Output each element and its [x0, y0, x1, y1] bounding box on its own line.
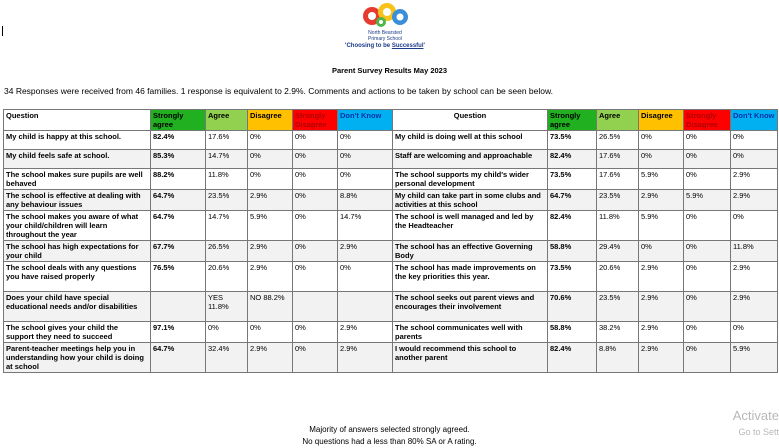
- disagree-cell: 0%: [639, 150, 684, 169]
- question-cell: The school has made improvements on the key priorities this year.: [393, 262, 548, 292]
- activate-watermark-settings: Go to Sett: [738, 427, 779, 437]
- header-disagree: Disagree: [248, 110, 293, 131]
- question-cell: My child is doing well at this school: [393, 131, 548, 150]
- agree-cell: 17.6%: [206, 131, 248, 150]
- agree-cell: 26.5%: [597, 131, 639, 150]
- agree-cell: 11.8%: [597, 211, 639, 241]
- school-name: [330, 30, 440, 42]
- table-row: [4, 322, 778, 343]
- intro-text: 34 Responses were received from 46 families. 1 response is equivalent to 2.9%. Comments and actions to be taken by school can be seen below.: [4, 86, 554, 96]
- motto-highlight: Successful: [391, 43, 424, 49]
- dont-know-cell: 2.9%: [731, 190, 778, 211]
- strongly-agree-cell: 73.5%: [548, 262, 597, 292]
- agree-cell: 14.7%: [206, 150, 248, 169]
- strongly-disagree-cell: 0%: [293, 211, 338, 241]
- agree-cell: 29.4%: [597, 241, 639, 262]
- question-cell: My child feels safe at school.: [4, 150, 151, 169]
- disagree-cell: 2.9%: [248, 241, 293, 262]
- agree-cell: YES 11.8%: [206, 292, 248, 322]
- dont-know-cell: [338, 292, 393, 322]
- agree-cell: 23.5%: [206, 190, 248, 211]
- question-cell: The school seeks out parent views and encourages their involvement: [393, 292, 548, 322]
- footer-line1: Majority of answers selected strongly agreed.: [309, 425, 470, 434]
- strongly-disagree-cell: 0%: [293, 322, 338, 343]
- question-cell: Does your child have special educational needs and/or disabilities: [4, 292, 151, 322]
- header-strongly-agree: Strongly agree: [151, 110, 206, 131]
- disagree-cell: 5.9%: [639, 211, 684, 241]
- strongly-agree-cell: 70.6%: [548, 292, 597, 322]
- agree-cell: 23.5%: [597, 292, 639, 322]
- disagree-cell: 2.9%: [639, 190, 684, 211]
- agree-cell: 14.7%: [206, 211, 248, 241]
- disagree-cell: 2.9%: [639, 292, 684, 322]
- agree-cell: 38.2%: [597, 322, 639, 343]
- dont-know-cell: 2.9%: [338, 241, 393, 262]
- header-agree: Agree: [206, 110, 248, 131]
- strongly-agree-cell: 64.7%: [548, 190, 597, 211]
- disagree-cell: 2.9%: [248, 190, 293, 211]
- strongly-disagree-cell: 0%: [684, 292, 731, 322]
- text-cursor: [2, 26, 3, 36]
- header-question: Question: [393, 110, 548, 131]
- strongly-disagree-cell: 0%: [684, 150, 731, 169]
- page-title: Parent Survey Results May 2023: [331, 66, 448, 75]
- dont-know-cell: 0%: [338, 262, 393, 292]
- agree-cell: 8.8%: [597, 343, 639, 373]
- strongly-disagree-cell: 0%: [684, 241, 731, 262]
- table-row: [4, 131, 778, 150]
- dont-know-cell: 0%: [338, 131, 393, 150]
- school-logo: [330, 2, 440, 60]
- dont-know-cell: 2.9%: [338, 343, 393, 373]
- dont-know-cell: 0%: [731, 322, 778, 343]
- table-row: [4, 262, 778, 292]
- strongly-agree-cell: 64.7%: [151, 190, 206, 211]
- motto-prefix: 'Choosing to be: [345, 43, 392, 49]
- agree-cell: 0%: [206, 322, 248, 343]
- dont-know-cell: 0%: [338, 169, 393, 190]
- question-cell: Parent-teacher meetings help you in understanding how your child is doing at school: [4, 343, 151, 373]
- strongly-disagree-cell: 0%: [293, 131, 338, 150]
- table-row: [4, 211, 778, 241]
- header-disagree: Disagree: [639, 110, 684, 131]
- disagree-cell: 0%: [248, 150, 293, 169]
- strongly-agree-cell: 58.8%: [548, 241, 597, 262]
- disagree-cell: 0%: [639, 131, 684, 150]
- header-strongly-disagree: Strongly Disagree: [293, 110, 338, 131]
- question-cell: The school has high expectations for your child: [4, 241, 151, 262]
- agree-cell: 11.8%: [206, 169, 248, 190]
- agree-cell: 17.6%: [597, 169, 639, 190]
- dont-know-cell: 2.9%: [731, 292, 778, 322]
- question-cell: The school is well managed and led by the Headteacher: [393, 211, 548, 241]
- strongly-disagree-cell: 0%: [684, 322, 731, 343]
- strongly-disagree-cell: 0%: [293, 169, 338, 190]
- strongly-disagree-cell: 0%: [293, 262, 338, 292]
- strongly-agree-cell: [151, 292, 206, 322]
- strongly-disagree-cell: 0%: [684, 169, 731, 190]
- strongly-agree-cell: 73.5%: [548, 169, 597, 190]
- school-motto: [330, 43, 440, 49]
- strongly-disagree-cell: 5.9%: [684, 190, 731, 211]
- question-cell: My child can take part in some clubs and activities at this school: [393, 190, 548, 211]
- disagree-cell: 0%: [248, 169, 293, 190]
- disagree-cell: 2.9%: [639, 322, 684, 343]
- table-row: [4, 241, 778, 262]
- strongly-disagree-cell: 0%: [293, 343, 338, 373]
- disagree-cell: 2.9%: [248, 343, 293, 373]
- agree-cell: 20.6%: [206, 262, 248, 292]
- agree-cell: 26.5%: [206, 241, 248, 262]
- header-agree: Agree: [597, 110, 639, 131]
- strongly-agree-cell: 82.4%: [548, 150, 597, 169]
- school-name-line1: North Bearsted: [368, 30, 402, 36]
- table-row: [4, 343, 778, 373]
- strongly-disagree-cell: 0%: [684, 131, 731, 150]
- disagree-cell: 2.9%: [639, 262, 684, 292]
- strongly-agree-cell: 67.7%: [151, 241, 206, 262]
- agree-cell: 32.4%: [206, 343, 248, 373]
- dont-know-cell: 14.7%: [338, 211, 393, 241]
- question-cell: The school is effective at dealing with any behaviour issues: [4, 190, 151, 211]
- disagree-cell: 0%: [639, 241, 684, 262]
- gears-logo-icon: [357, 2, 413, 28]
- question-cell: The school gives your child the support they need to succeed: [4, 322, 151, 343]
- dont-know-cell: 2.9%: [338, 322, 393, 343]
- disagree-cell: 5.9%: [248, 211, 293, 241]
- dont-know-cell: 2.9%: [731, 262, 778, 292]
- question-cell: Staff are welcoming and approachable: [393, 150, 548, 169]
- strongly-agree-cell: 97.1%: [151, 322, 206, 343]
- dont-know-cell: 5.9%: [731, 343, 778, 373]
- dont-know-cell: 11.8%: [731, 241, 778, 262]
- strongly-agree-cell: 64.7%: [151, 343, 206, 373]
- header-question: Question: [4, 110, 151, 131]
- strongly-agree-cell: 64.7%: [151, 211, 206, 241]
- disagree-cell: 0%: [248, 131, 293, 150]
- agree-cell: 17.6%: [597, 150, 639, 169]
- survey-results-table: [3, 109, 778, 373]
- strongly-agree-cell: 82.4%: [548, 211, 597, 241]
- strongly-agree-cell: 82.4%: [151, 131, 206, 150]
- dont-know-cell: 0%: [338, 150, 393, 169]
- question-cell: My child is happy at this school.: [4, 131, 151, 150]
- strongly-disagree-cell: 0%: [684, 262, 731, 292]
- dont-know-cell: 8.8%: [338, 190, 393, 211]
- question-cell: The school makes sure pupils are well behaved: [4, 169, 151, 190]
- question-cell: The school makes you aware of what your child/children will learn throughout the year: [4, 211, 151, 241]
- motto-suffix: ': [423, 43, 425, 49]
- disagree-cell: 0%: [248, 322, 293, 343]
- strongly-agree-cell: 73.5%: [548, 131, 597, 150]
- question-cell: I would recommend this school to another parent: [393, 343, 548, 373]
- strongly-agree-cell: 76.5%: [151, 262, 206, 292]
- question-cell: The school deals with any questions you have raised properly: [4, 262, 151, 292]
- strongly-agree-cell: 82.4%: [548, 343, 597, 373]
- strongly-agree-cell: 58.8%: [548, 322, 597, 343]
- strongly-agree-cell: 88.2%: [151, 169, 206, 190]
- header-strongly-agree: Strongly agree: [548, 110, 597, 131]
- strongly-disagree-cell: 0%: [684, 343, 731, 373]
- question-cell: The school supports my child's wider personal development: [393, 169, 548, 190]
- table-row: [4, 190, 778, 211]
- header-dont-know: Don't Know: [731, 110, 778, 131]
- header-strongly-disagree: Strongly Disagree: [684, 110, 731, 131]
- question-cell: The school communicates well with parents: [393, 322, 548, 343]
- agree-cell: 20.6%: [597, 262, 639, 292]
- table-row: [4, 169, 778, 190]
- header-row: [4, 110, 778, 131]
- header-dont-know: Don't Know: [338, 110, 393, 131]
- activate-watermark: Activate: [732, 408, 779, 423]
- footer-line2: No questions had a less than 80% SA or A rating.: [302, 437, 477, 446]
- table-row: [4, 150, 778, 169]
- dont-know-cell: 0%: [731, 150, 778, 169]
- strongly-disagree-cell: [293, 292, 338, 322]
- agree-cell: 23.5%: [597, 190, 639, 211]
- dont-know-cell: 0%: [731, 131, 778, 150]
- disagree-cell: 2.9%: [248, 262, 293, 292]
- question-cell: The school has an effective Governing Body: [393, 241, 548, 262]
- strongly-disagree-cell: 0%: [293, 190, 338, 211]
- strongly-disagree-cell: 0%: [293, 150, 338, 169]
- table-row: [4, 292, 778, 322]
- disagree-cell: 5.9%: [639, 169, 684, 190]
- dont-know-cell: 2.9%: [731, 169, 778, 190]
- strongly-agree-cell: 85.3%: [151, 150, 206, 169]
- disagree-cell: NO 88.2%: [248, 292, 293, 322]
- school-name-line2: Primary School: [368, 36, 402, 42]
- dont-know-cell: 0%: [731, 211, 778, 241]
- disagree-cell: 2.9%: [639, 343, 684, 373]
- strongly-disagree-cell: 0%: [293, 241, 338, 262]
- survey-body: [4, 131, 778, 373]
- strongly-disagree-cell: 0%: [684, 211, 731, 241]
